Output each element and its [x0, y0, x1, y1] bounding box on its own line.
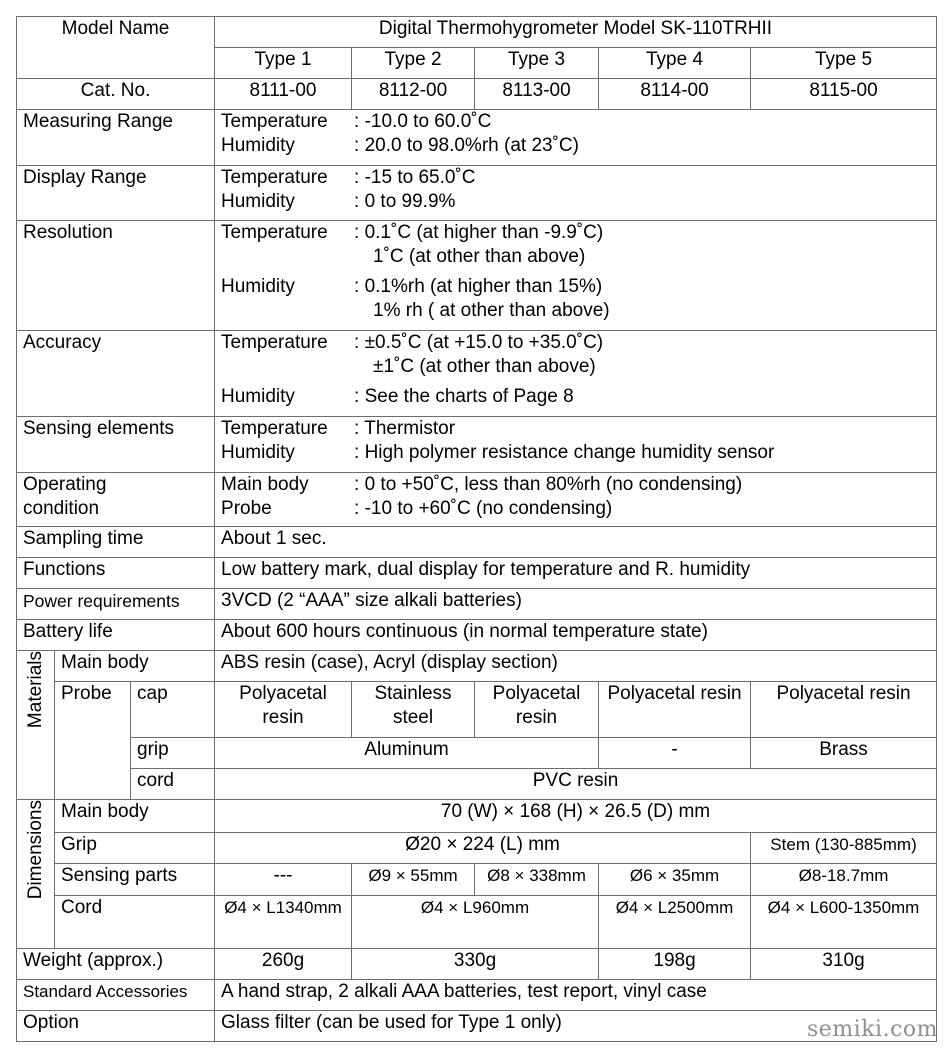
materials-probe-label: Probe	[55, 682, 131, 800]
functions-label: Functions	[17, 558, 215, 589]
measuring-temp-value: : -10.0 to 60.0˚C	[354, 111, 492, 132]
functions-row	[17, 558, 937, 589]
display-range-row	[17, 166, 937, 221]
battery-life-label: Battery life	[17, 620, 215, 651]
accuracy-temp-key: Temperature	[221, 332, 328, 353]
weight-row	[17, 949, 937, 980]
measuring-range-row	[17, 110, 937, 166]
materials-cap-type-5: Polyacetal resin	[751, 682, 937, 738]
sensing-hum-key: Humidity	[221, 442, 295, 463]
type-1-header: Type 1	[215, 48, 352, 79]
materials-cap-label: cap	[131, 682, 215, 738]
functions-value: Low battery mark, dual display for temperature and R. humidity	[215, 558, 937, 589]
dimensions-grip-label: Grip	[55, 833, 215, 864]
cat-no-4: 8114-00	[599, 79, 751, 110]
dimensions-sensing-row	[17, 864, 937, 896]
operating-label-line-2: condition	[23, 498, 100, 519]
operating-probe-value: : -10 to +60˚C (no condensing)	[354, 498, 613, 519]
sampling-time-value: About 1 sec.	[215, 527, 937, 558]
dimensions-grip-row	[17, 833, 937, 864]
weight-type-4: 198g	[599, 949, 751, 980]
resolution-value	[215, 221, 937, 331]
power-requirements-row	[17, 589, 937, 620]
dimensions-cord-types-2-3: Ø4 × L960mm	[352, 896, 599, 949]
option-label: Option	[17, 1011, 215, 1042]
type-5-header: Type 5	[751, 48, 937, 79]
battery-life-row	[17, 620, 937, 651]
model-name-label: Model Name	[17, 17, 215, 79]
weight-type-5: 310g	[751, 949, 937, 980]
display-temp-key: Temperature	[221, 167, 328, 188]
accuracy-temp-value: : ±0.5˚C (at +15.0 to +35.0˚C)	[354, 332, 604, 353]
resolution-temp-key: Temperature	[221, 222, 328, 243]
materials-grip-row	[17, 738, 937, 769]
display-range-value	[215, 166, 937, 221]
display-hum-key: Humidity	[221, 191, 295, 212]
type-2-header: Type 2	[352, 48, 475, 79]
type-3-header: Type 3	[475, 48, 599, 79]
dimensions-sensing-type-2: Ø9 × 55mm	[352, 864, 475, 896]
cat-no-3: 8113-00	[475, 79, 599, 110]
cat-no-5: 8115-00	[751, 79, 937, 110]
weight-types-2-3: 330g	[352, 949, 599, 980]
operating-body-key: Main body	[221, 474, 309, 495]
sensing-temp-key: Temperature	[221, 418, 328, 439]
dimensions-cord-row	[17, 896, 937, 949]
materials-vertical-text: Materials	[24, 651, 46, 729]
operating-condition-label	[17, 473, 215, 527]
cat-no-1: 8111-00	[215, 79, 352, 110]
measuring-temp-key: Temperature	[221, 111, 328, 132]
accuracy-row	[17, 331, 937, 417]
dimensions-group-label	[17, 800, 55, 949]
dimensions-cord-type-1: Ø4 × L1340mm	[215, 896, 352, 949]
resolution-temp-value-2: 1˚C (at other than above)	[373, 246, 586, 267]
weight-label: Weight (approx.)	[17, 949, 215, 980]
dimensions-main-body-label: Main body	[55, 800, 215, 833]
accuracy-temp-value-2: ±1˚C (at other than above)	[373, 356, 596, 377]
materials-cap-type-1: Polyacetal resin	[215, 682, 352, 738]
materials-main-body-row	[17, 651, 937, 682]
display-hum-value: : 0 to 99.9%	[354, 191, 456, 212]
dimensions-cord-type-5: Ø4 × L600-1350mm	[751, 896, 937, 949]
operating-probe-key: Probe	[221, 498, 272, 519]
accessories-label: Standard Accessories	[17, 980, 215, 1011]
sensing-elements-row	[17, 417, 937, 473]
dimensions-sensing-type-4: Ø6 × 35mm	[599, 864, 751, 896]
materials-grip-label: grip	[131, 738, 215, 769]
measuring-hum-key: Humidity	[221, 135, 295, 156]
dimensions-sensing-type-5: Ø8-18.7mm	[751, 864, 937, 896]
watermark: semiki.com	[807, 1017, 938, 1042]
sensing-temp-value: : Thermistor	[354, 418, 456, 439]
sampling-time-row	[17, 527, 937, 558]
materials-grip-type-4: -	[599, 738, 751, 769]
resolution-temp-value: : 0.1˚C (at higher than -9.9˚C)	[354, 222, 604, 243]
accuracy-hum-key: Humidity	[221, 386, 295, 407]
cat-no-row	[17, 79, 937, 110]
dimensions-cord-label: Cord	[55, 896, 215, 949]
display-range-label: Display Range	[17, 166, 215, 221]
power-requirements-label: Power requirements	[17, 589, 215, 620]
materials-grip-type-5: Brass	[751, 738, 937, 769]
resolution-hum-value: : 0.1%rh (at higher than 15%)	[354, 276, 603, 297]
accessories-value: A hand strap, 2 alkali AAA batteries, test report, vinyl case	[215, 980, 937, 1011]
power-requirements-value: 3VCD (2 “AAA” size alkali batteries)	[215, 589, 937, 620]
header-row-title	[17, 17, 937, 48]
cat-no-label: Cat. No.	[17, 79, 215, 110]
sampling-time-label: Sampling time	[17, 527, 215, 558]
resolution-hum-key: Humidity	[221, 276, 295, 297]
sensing-elements-value	[215, 417, 937, 473]
dimensions-cord-type-4: Ø4 × L2500mm	[599, 896, 751, 949]
sensing-elements-label: Sensing elements	[17, 417, 215, 473]
accuracy-label: Accuracy	[17, 331, 215, 417]
materials-cord-label: cord	[131, 769, 215, 800]
option-value: Glass filter (can be used for Type 1 only)	[215, 1011, 937, 1042]
resolution-row	[17, 221, 937, 331]
dimensions-sensing-label: Sensing parts	[55, 864, 215, 896]
measuring-range-label: Measuring Range	[17, 110, 215, 166]
materials-cap-type-3: Polyacetal resin	[475, 682, 599, 738]
model-title: Digital Thermohygrometer Model SK-110TRHII	[215, 17, 937, 48]
accuracy-hum-value: : See the charts of Page 8	[354, 386, 574, 407]
measuring-hum-value: : 20.0 to 98.0%rh (at 23˚C)	[354, 135, 579, 156]
materials-cap-type-2: Stainless steel	[352, 682, 475, 738]
materials-main-body-value: ABS resin (case), Acryl (display section)	[215, 651, 937, 682]
materials-cap-row	[17, 682, 937, 738]
dimensions-sensing-type-1: ---	[215, 864, 352, 896]
resolution-label: Resolution	[17, 221, 215, 331]
dimensions-main-body-row	[17, 800, 937, 833]
materials-cord-value: PVC resin	[215, 769, 937, 800]
spec-table	[16, 16, 937, 1042]
option-row	[17, 1011, 937, 1042]
display-temp-value: : -15 to 65.0˚C	[354, 167, 476, 188]
measuring-range-value	[215, 110, 937, 166]
dimensions-grip-type-5: Stem (130-885mm)	[751, 833, 937, 864]
resolution-hum-value-2: 1% rh ( at other than above)	[373, 300, 610, 321]
operating-condition-row	[17, 473, 937, 527]
dimensions-vertical-text: Dimensions	[24, 800, 46, 900]
materials-cord-row	[17, 769, 937, 800]
dimensions-grip-types-1-4: Ø20 × 224 (L) mm	[215, 833, 751, 864]
dimensions-main-body-value: 70 (W) × 168 (H) × 26.5 (D) mm	[215, 800, 937, 833]
operating-condition-value	[215, 473, 937, 527]
cat-no-2: 8112-00	[352, 79, 475, 110]
operating-label-line-1: Operating	[23, 474, 107, 495]
accuracy-value	[215, 331, 937, 417]
materials-cap-type-4: Polyacetal resin	[599, 682, 751, 738]
dimensions-sensing-type-3: Ø8 × 338mm	[475, 864, 599, 896]
operating-body-value: : 0 to +50˚C, less than 80%rh (no condensing)	[354, 474, 743, 495]
materials-main-body-label: Main body	[55, 651, 215, 682]
type-4-header: Type 4	[599, 48, 751, 79]
weight-type-1: 260g	[215, 949, 352, 980]
materials-grip-types-1-3: Aluminum	[215, 738, 599, 769]
battery-life-value: About 600 hours continuous (in normal temperature state)	[215, 620, 937, 651]
accessories-row	[17, 980, 937, 1011]
materials-group-label	[17, 651, 55, 800]
sensing-hum-value: : High polymer resistance change humidity sensor	[354, 442, 775, 463]
